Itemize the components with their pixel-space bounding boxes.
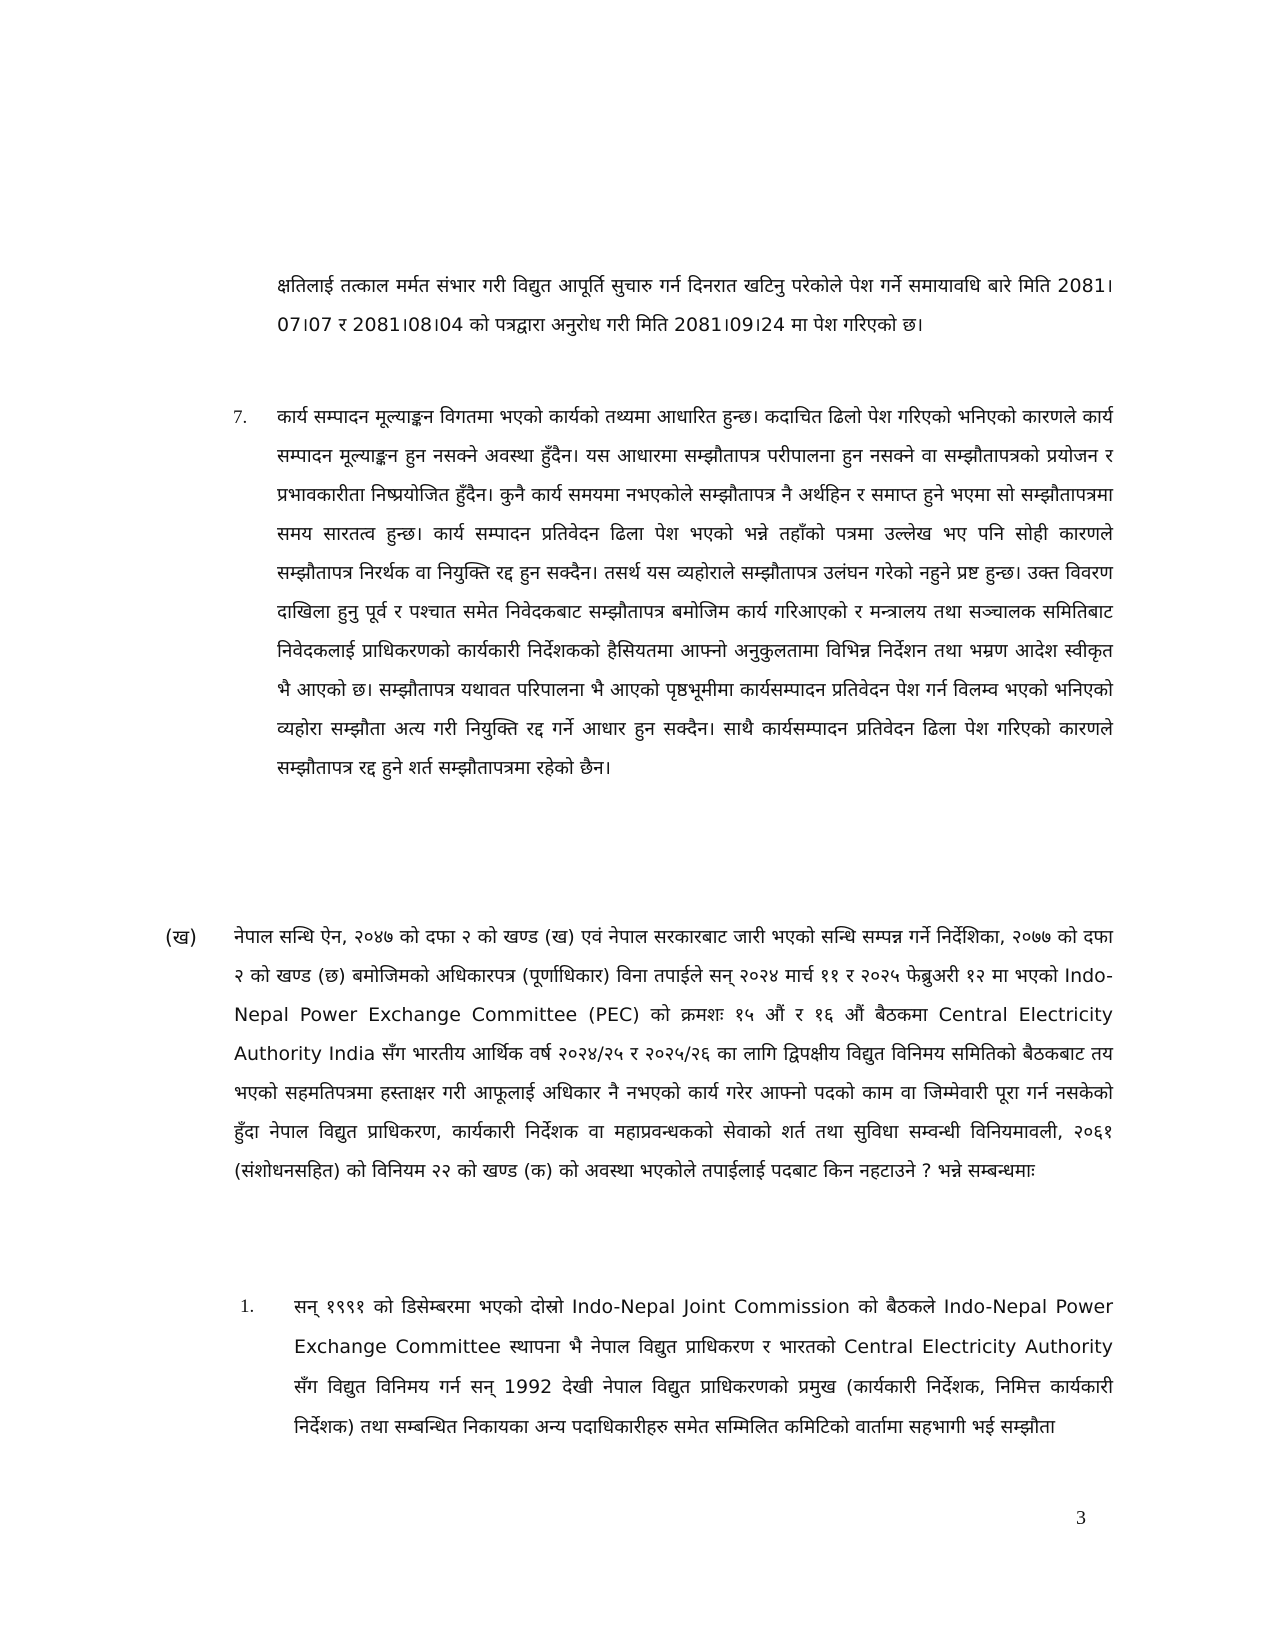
list-item-number: 7. xyxy=(233,407,248,428)
page-number: 3 xyxy=(1076,1507,1086,1529)
list-item-7-text: कार्य सम्पादन मूल्याङ्कन विगतमा भएको कार्यको तथ्यमा आधारित हुन्छ। कदाचित ढिलो पेश गरिएको भनिएको कारणले कार्य सम्पादन मूल्याङ्कन हुन नसक्ने अवस्था हुँदैन। यस आधारमा सम्झौतापत्र परीपालना हुन नसक्ने वा सम्झौतापत्रको प्रयोजन र प्रभावकारीता निष्प्रयोजित हुँदैन। कुनै कार्य समयमा नभएकोले सम्झौतापत्र नै अर्थहिन र समाप्त हुने भएमा सो सम्झौतापत्रमा समय सारतत्व हुन्छ। कार्य सम्पादन प्रतिवेदन ढिला पेश भएको भन्ने तहाँको पत्रमा उल्लेख भए पनि सोही कारणले सम्झौतापत्र निरर्थक वा नियुक्ति रद्द हुन सक्दैन। तसर्थ यस व्यहोराले सम्झौतापत्र उलंघन गरेको नहुने प्रष्ट हुन्छ। उक्त विवरण दाखिला हुनु पूर्व र पश्चात समेत निवेदकबाट सम्झौतापत्र बमोजिम कार्य गरिआएको र मन्त्रालय तथा सञ्चालक समितिबाट निवेदकलाई प्राधिकरणको कार्यकारी निर्देशकको हैसियतमा आफ्नो अनुकुलतामा विभिन्न निर्देशन तथा भम्रण आदेश स्वीकृत भै आएको छ। सम्झौतापत्र यथावत परिपालना भै आएको पृष्ठभूमीमा कार्यसम्पादन प्रतिवेदन पेश गर्न विलम्व भएको भनिएको व्यहोरा सम्झौता अत्य गरी नियुक्ति रद्द गर्ने आधार हुन सक्दैन। साथै कार्यसम्पादन प्रतिवेदन ढिला पेश गरिएको कारणले सम्झौतापत्र रद्द हुने शर्त सम्झौतापत्रमा रहेको छैन। xyxy=(277,406,1113,779)
section-label: (ख) xyxy=(165,925,197,949)
list-item-1-text: सन् १९९१ को डिसेम्बरमा भएको दोस्रो Indo-Nepal Joint Commission को बैठकले Indo-Nepal Power Exchange Committee स्थापना भै नेपाल विद्युत प्राधिकरण र भारतको Central Electricity Authority सँग विद्युत विनिमय गर्न सन् 1992 देखी नेपाल विद्युत प्राधिकरणको प्रमुख (कार्यकारी निर्देशक, निमित्त कार्यकारी निर्देशक) तथा सम्बन्धित निकायका अन्य पदाधिकारीहरु समेत सम्मिलित कमिटिको वार्तामा सहभागी भई सम्झौता xyxy=(294,1296,1113,1438)
section-kha-paragraph: नेपाल सन्धि ऐन, २०४७ को दफा २ को खण्ड (ख) एवं नेपाल सरकारबाट जारी भएको सन्धि सम्पन्न गर्ने निर्देशिका, २०७७ को दफा २ को खण्ड (छ) बमोजिमको अधिकारपत्र (पूर्णाधिकार) विना तपाईले सन् २०२४ मार्च ११ र २०२५ फेब्रुअरी १२ मा भएको Indo-Nepal Power Exchange Committee (PEC) को क्रमशः १५ औं र १६ औं बैठकमा Central Electricity Authority India सँग भारतीय आर्थिक वर्ष २०२४/२५ र २०२५/२६ का लागि द्विपक्षीय विद्युत विनिमय समितिको बैठकबाट तय भएको सहमतिपत्रमा हस्ताक्षर गरी आफूलाई अधिकार नै नभएको कार्य गरेर आफ्नो पदको काम वा जिम्मेवारी पूरा गर्न नसकेको हुँदा नेपाल विद्युत प्राधिकरण, कार्यकारी निर्देशक वा महाप्रवन्धकको सेवाको शर्त तथा सुविधा सम्वन्धी विनियमावली, २०६१ (संशोधनसहित) को विनियम २२ को खण्ड (क) को अवस्था भएकोले तपाईलाई पदबाट किन नहटाउने ? भन्ने सम्बन्धमाः xyxy=(234,926,1113,1182)
list-item-number: 1. xyxy=(240,1296,255,1317)
continuation-paragraph: क्षतिलाई तत्काल मर्मत संभार गरी विद्युत आपूर्ति सुचारु गर्न दिनरात खटिनु परेकोले पेश गर्ने समायावधि बारे मिति 2081।07।07 र 2081।08।04 को पत्रद्वारा अनुरोध गरी मिति 2081।09।24 मा पेश गरिएको छ। xyxy=(277,275,1113,336)
